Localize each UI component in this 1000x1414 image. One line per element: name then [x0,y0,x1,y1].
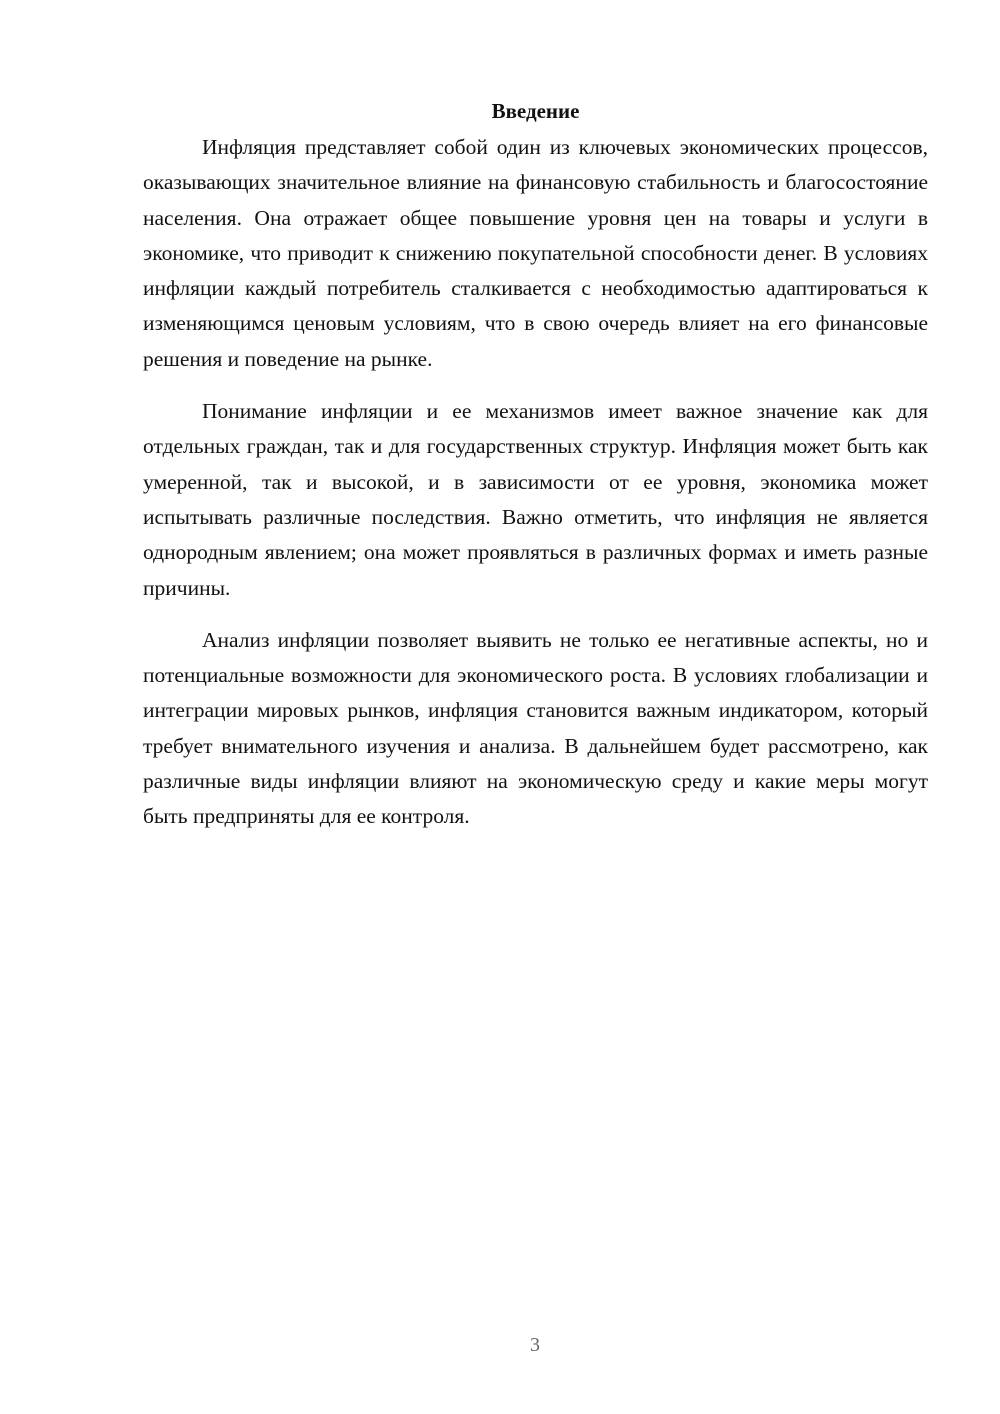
section-title: Введение [491,99,580,123]
paragraph-1: Инфляция представляет собой один из ключевых экономических процессов, оказывающих значительное влияние на финансовую стабильность и благосостояние населения. Она отражает общее повышение уровня цен на товары и услуги в экономике, что приводит к снижению покупательной способности денег. В условиях инфляции каждый потребитель сталкивается с необходимостью адаптироваться к изменяющимся ценовым условиям, что в свою очередь влияет на его финансовые решения и поведение на рынке. [143,135,928,371]
page-content [143,96,928,852]
paragraph-2: Понимание инфляции и ее механизмов имеет важное значение как для отдельных граждан, так и для государственных структур. Инфляция может быть как умеренной, так и высокой, и в зависимости от ее уровня, экономика может испытывать различные последствия. Важно отметить, что инфляция не является однородным явлением; она может проявляться в различных формах и иметь разные причины. [143,399,928,600]
paragraph-3: Анализ инфляции позволяет выявить не только ее негативные аспекты, но и потенциальные возможности для экономического роста. В условиях глобализации и интеграции мировых рынков, инфляция становится важным индикатором, который требует внимательного изучения и анализа. В дальнейшем будет рассмотрено, как различные виды инфляции влияют на экономическую среду и какие меры могут быть предприняты для ее контроля. [143,627,928,829]
page-number: 3 [530,1334,540,1356]
